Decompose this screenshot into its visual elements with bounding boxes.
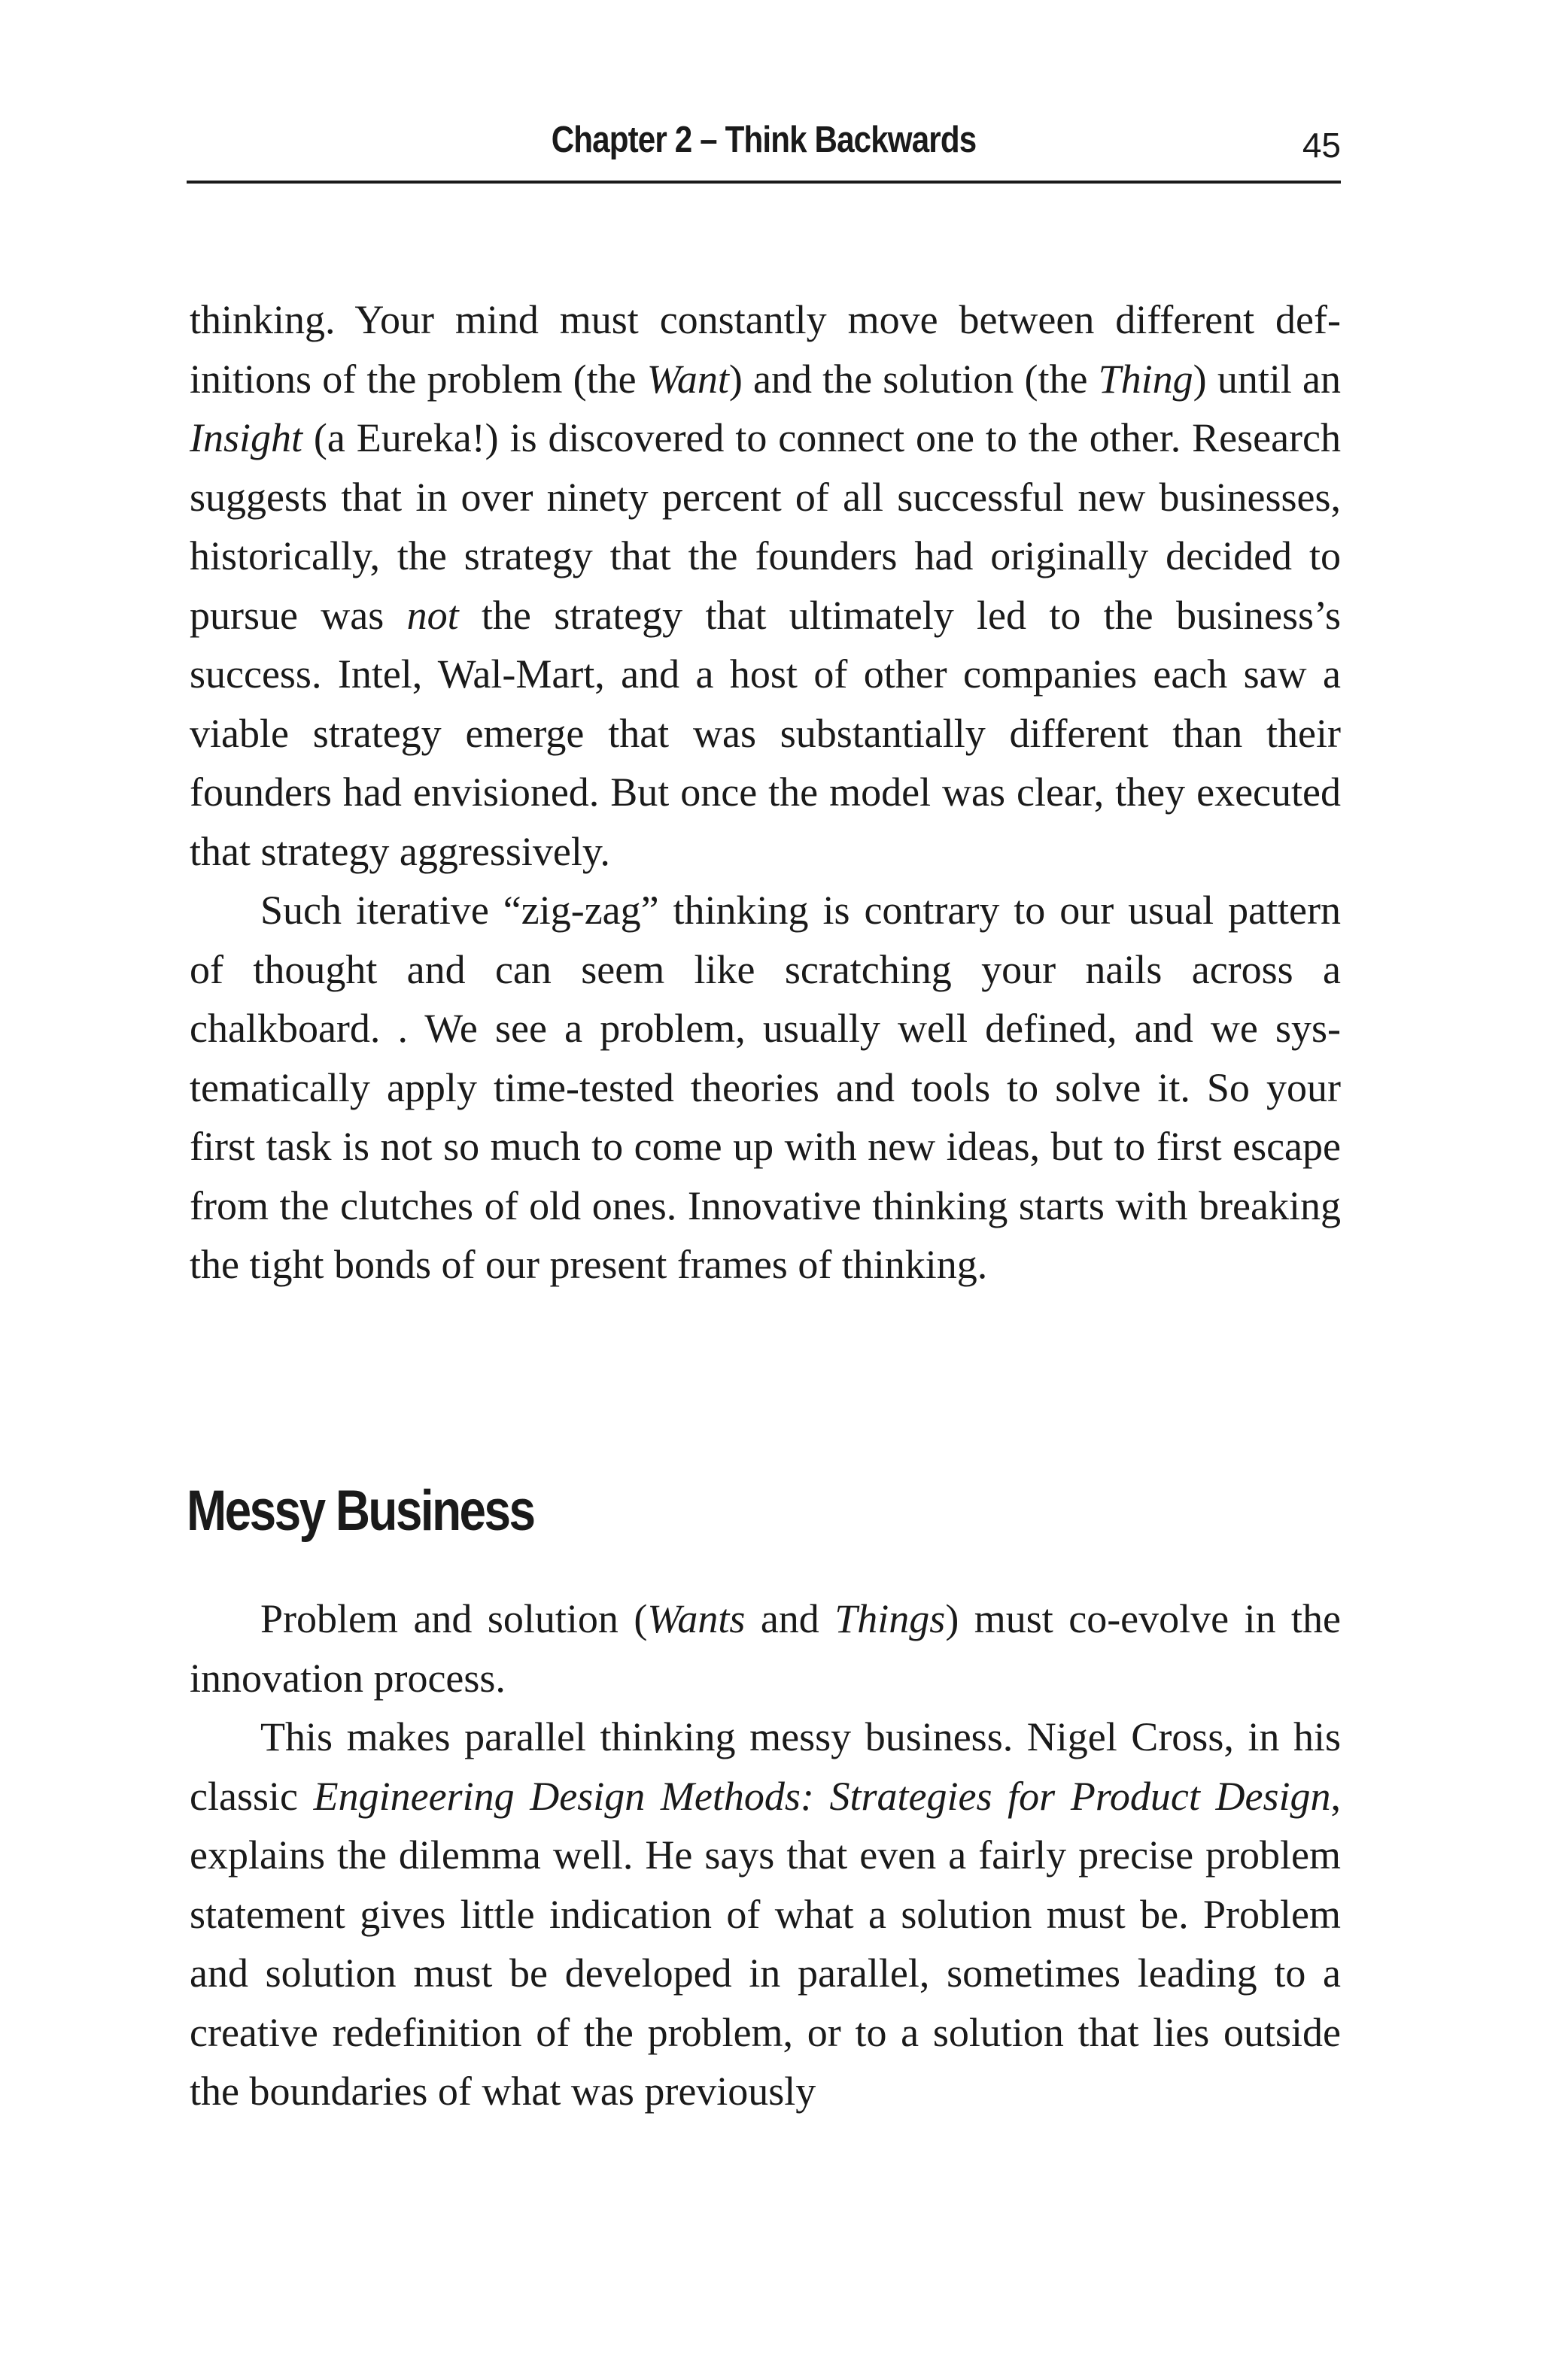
page-number: 45 <box>1302 126 1341 165</box>
paragraph <box>190 290 1341 881</box>
text-run: ) must co-evolve in the innovation process. <box>190 1596 1341 1701</box>
text-run: the strategy that ultimately led to the business’s success. Intel, Wal-Mart, and a host of other companies each saw a viable strategy emerge that was substantially different than their founders had envisioned. But once the model was clear, they executed that strategy aggressively. <box>190 592 1341 874</box>
paragraph: Such iterative “zig-zag” thinking is contrary to our usual pattern of thought and can seem like scratching your nails across a chalkboard. . We see a problem, usually well defined, and we systematically apply time-tested theories and tools to solve it. So your first task is not so much to come up with new ideas, but to first escape from the clutches of old ones. Innovative thinking starts with breaking the tight bonds of our present frames of thinking. <box>190 888 1341 1287</box>
text-run: (a Eureka!) is discovered to connect one to the other. Research suggests that in over ninety percent of all successful new businesses, historically, the strategy that the founders had originally decided to pursue was <box>190 415 1341 638</box>
body-text-block <box>190 1589 1341 2121</box>
italic-term-wants: Wants <box>647 1596 746 1641</box>
running-header <box>187 113 1341 184</box>
italic-term-thing: Thing <box>1098 356 1193 402</box>
section-heading: Messy Business <box>187 1479 534 1543</box>
text-run: ) and the solution (the <box>728 356 1099 402</box>
chapter-title: Chapter 2 – Think Backwards <box>551 120 977 160</box>
text-run: This makes parallel thinking messy business. Nigel Cross, in his classic <box>190 1714 1341 1819</box>
body-text-block <box>190 290 1341 1295</box>
text-run: , explains the dilemma well. He says that even a fairly precise problem statement gives little indication of what a solution must be. Problem and solution must be developed in parallel, sometimes leading to a creative redefinition of the problem, or to a solution that lies outside the boundaries of what was previously <box>190 1773 1341 2114</box>
paragraph <box>190 1589 1341 1708</box>
paragraph <box>190 1708 1341 2121</box>
text-run: and <box>745 1596 835 1641</box>
text-run: thinking. Your mind must constantly move between different definitions of the problem (the <box>190 297 1341 402</box>
italic-emphasis-not: not <box>406 592 459 638</box>
italic-term-things: Things <box>834 1596 946 1641</box>
book-title: Engineering Design Methods: Strategies for Product Design <box>313 1773 1331 1819</box>
italic-term-insight: Insight <box>190 415 303 460</box>
italic-term-want: Want <box>646 356 729 402</box>
text-run: Problem and solution ( <box>260 1596 648 1641</box>
text-run: ) until an <box>1193 356 1341 402</box>
